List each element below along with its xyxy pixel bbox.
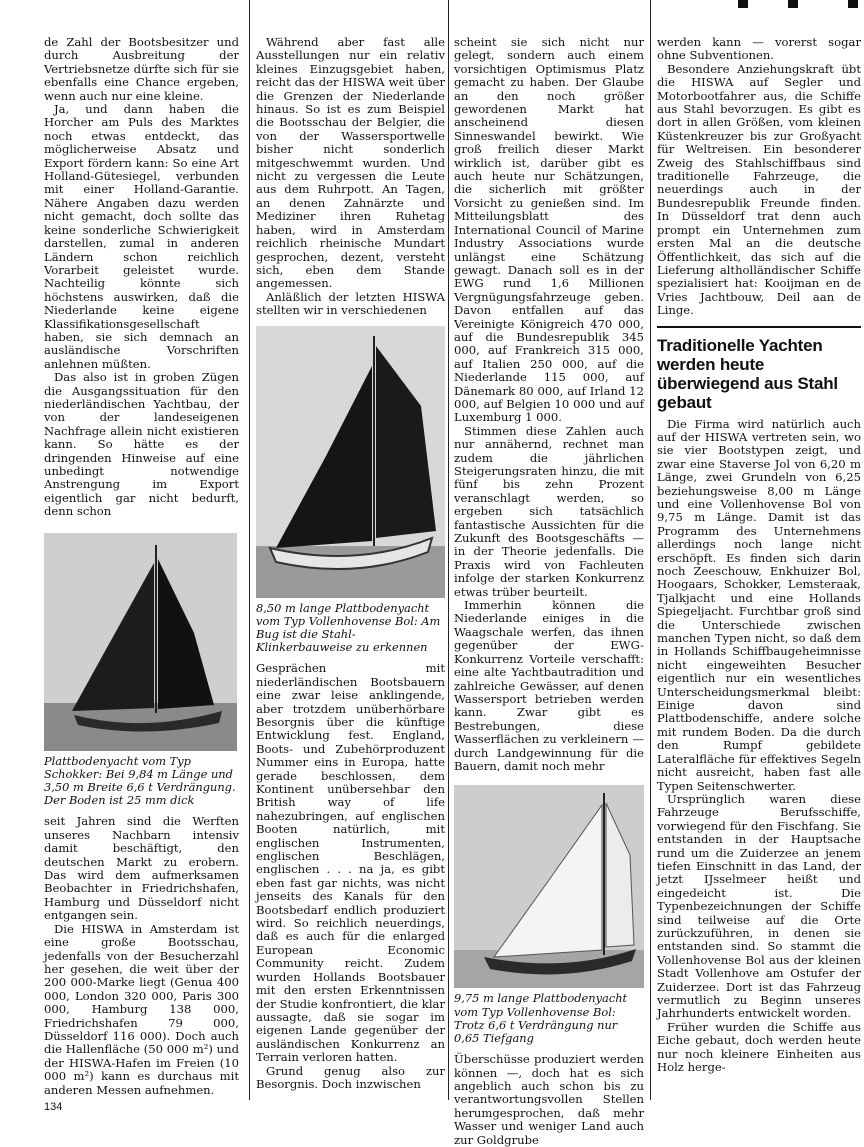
photo-caption: 9,75 m lange Plattbodenyacht vom Typ Vollenhovense Bol: Trotz 6,6 t Verdrängung nur 0,65 Tiefgang: [454, 991, 628, 1045]
page-number: 134: [44, 1101, 63, 1113]
corner-mark: [848, 0, 858, 8]
paragraph: Die HISWA in Amsterdam ist eine große Bootsschau, jedenfalls von der Besucherzahl her gesehen, die weit über der 200 000-Marke liegt (Genua 400 000, London 320 000, Paris 300 000, Hamburg 138 000, Friedrichshafen 79 000, Düsseldorf 116 000). Doch auch die Hallenfläche (50 000 m²) und der HISWA-Hafen im Freien (10 000 m²) kann es durchaus mit anderen Messen aufnehmen.: [44, 921, 239, 1097]
column-divider: [249, 0, 250, 1100]
paragraph: Gesprächen mit niederländischen Bootsbauern eine zwar leise anklingende, aber trotzdem unüberhörbare Besorgnis über die künftige Entwicklung fest. England, Boots- und Zubehörproduzent Nummer eins in Europa, hatte gerade beschlossen, dem Kontinent unübersehbar den British way of life nahezubringen, auf englischen Booten natürlich, mit englischen Instrumenten, englischen Beschlägen, englischen . . . na ja, es gibt eben fast gar nichts, was nicht jenseits des Kanals für den Bootsbedarf endlich produziert wird. So reichlich neuerdings, daß es auch für die enlarged European Economic Community reicht. Zudem wurden Hollands Bootsbauer mit den ersten Erkenntnissen der Studie konfrontiert, die klar aussagte, daß sie sogar im eigenen Lande gegenüber der ausländischen Konkurrenz an Terrain verloren hatten.: [256, 661, 445, 1065]
paragraph: Während aber fast alle Ausstellungen nur ein relativ kleines Einzugsgebiet haben, reicht das der HISWA weit über die Grenzen der Niederlande hinaus. So ist es zum Beispiel die Bootsschau der Belgier, die von der Wassersportwelle bisher nicht sonderlich mitgeschwemmt wurden. Und nicht zu vergessen die Leute aus dem Ruhrpott. An Tagen, an denen Zahnärzte und Mediziner ihren Ruhetag haben, wird in Amsterdam reichlich rheinische Mundart gesprochen, dezent, versteht sich, eben dem Stande angemessen.: [256, 35, 445, 291]
corner-mark: [788, 0, 798, 8]
paragraph: Grund genug also zur Besorgnis. Doch inzwischen: [256, 1063, 445, 1091]
column-1: [44, 36, 239, 1097]
paragraph: Die Firma wird natürlich auch auf der HISWA vertreten sein, wo sie vier Bootstypen zeigt, und zwar eine Staverse Jol von 6,20 m Länge, zwei Grundeln von 6,25 beziehungsweise 8,00 m Länge und eine Vollenhovense Bol von 9,75 m Länge. Damit ist das Programm des Unternehmens allerdings noch lange nicht erschöpft. Es finden sich darin noch Zeeschouw, Enkhuizer Bol, Hoogaars, Schokker, Lemsteraak, Tjalkjacht und eine Hollands Spiegeljacht. Furchtbar groß sind die Unterschiede zwischen manchen Typen nicht, so daß dem in Hollands Schiffbaugeheimnisse nicht eingeweihten Besucher eigentlich nur ein wesentliches Unterscheidungsmerkmal bleibt: Einige davon sind Plattbodenschiffe, andere solche mit rundem Boden. Da die durch den Rumpf gebildete Lateralfläche für effektives Segeln nicht ausreicht, haben fast alle Typen Seitenschwerter.: [657, 416, 861, 793]
section-headline: Traditionelle Yachten werden heute überwiegend aus Stahl gebaut: [657, 335, 838, 412]
column-2: [256, 36, 445, 1091]
paragraph: Ja, und dann haben die Horcher am Puls des Marktes noch etwas entdeckt, das möglicherweise Absatz und Export fördern kann: So eine Art Holland-Gütesiegel, verbunden mit einer Holland-Garantie. Nähere Angaben dazu werden nicht gemacht, doch sollte das keine sonderliche Schwierigkeit darstellen, zumal in anderen Ländern schon reichlich Vorarbeit geleistet wurde. Nachteilig könnte sich höchstens auswirken, daß die Niederlande keine eigene Klassifikationsgesellschaft haben, sie sich demnach an ausländische Vorschriften anlehnen müßten.: [44, 102, 239, 371]
paragraph: Immerhin können die Niederlande einiges in die Waagschale werfen, das ihnen gegenüber der EWG-Konkurrenz Vorteile verschafft: eine alte Yachtbautradition und zahlreiche Gewässer, auf denen Wassersport betrieben werden kann. Zwar gibt es Bestrebungen, diese Wasserflächen zu verkleinern — durch Landgewinnung für die Bauern, damit noch mehr: [454, 598, 644, 773]
paragraph: scheint sie sich nicht nur gelegt, sondern auch einem vorsichtigen Optimismus Platz gemacht zu haben. Der Glaube an den noch größer gewordenen Markt hat anscheinend diesen Sinneswandel bewirkt. Wie groß freilich dieser Markt wirklich ist, darüber gibt es auch heute nur Schätzungen, die sicherlich mit größter Vorsicht zu genießen sind. Im Mitteilungsblatt des International Council of Marine Industry Associations wurde unlängst eine Schätzung gewagt. Danach soll es in der EWG rund 1,6 Millionen Vergnügungsfahrzeuge geben. Davon entfallen auf das Vereinigte Königreich 470 000, auf die Bundesrepublik 345 000, auf Frankreich 315 000, auf Italien 250 000, auf die Niederlande 115 000, auf Dänemark 80 000, auf Irland 12 000, auf Belgien 10 000 und auf Luxemburg 1 000.: [454, 35, 644, 425]
paragraph: Früher wurden die Schiffe aus Eiche gebaut, doch werden heute nur noch kleinere Einheiten aus Holz herge-: [657, 1019, 861, 1075]
corner-mark: [738, 0, 748, 8]
column-divider: [448, 0, 449, 1100]
paragraph: Das also ist in groben Zügen die Ausgangssituation für den niederländischen Yachtbau, der von der landeseigenen Nachfrage allein nicht existieren kann. So hätte es der dringenden Hinweise auf eine unbedingt notwendige Anstrengung im Export eigentlich gar nicht bedurft, denn schon: [44, 370, 239, 519]
paragraph: Stimmen diese Zahlen auch nur annähernd, rechnet man zudem die jährlichen Steigerungsraten hinzu, die mit fünf bis zehn Prozent veranschlagt werden, so ergeben sich tatsächlich fantastische Aussichten für die Zukunft des Bootsgeschäfts — in der Theorie jedenfalls. Die Praxis wird von Fachleuten infolge der starken Konkurrenz etwas trüber beurteilt.: [454, 423, 644, 599]
headline-rule: [657, 326, 861, 328]
column-4: [657, 36, 861, 1074]
photo-schokker: [44, 533, 237, 751]
paragraph: Ursprünglich waren diese Fahrzeuge Berufsschiffe, vorwiegend für den Fischfang. Sie entstanden in der Hauptsache rund um die Zuiderzee an jenem tiefen Einschnitt in das Land, der jetzt IJsselmeer heißt und eingedeicht ist. Die Typenbezeichnungen der Schiffe sind teilweise auf die Orte zurückzuführen, in denen sie entstanden sind. So stammt die Vollenhovense Bol aus der kleinen Stadt Vollenhove am Ostufer der Zuiderzee. Dort ist das Fahrzeug vermutlich zu Beginn unseres Jahrhunderts entwickelt worden.: [657, 791, 861, 1021]
paragraph: werden kann — vorerst sogar ohne Subventionen.: [657, 35, 861, 63]
column-3: [454, 36, 644, 1147]
photo-caption: Plattbodenyacht vom Typ Schokker: Bei 9,84 m Länge und 3,50 m Breite 6,6 t Verdrängung. Der Boden ist 25 mm dick: [44, 753, 236, 808]
column-divider: [650, 0, 651, 1100]
photo-vollenhovense-bol-850: [256, 326, 445, 598]
paragraph: Überschüsse produziert werden können —, doch hat es sich angeblich auch schon bis zu verantwortungsvollen Stellen herumgesprochen, daß mehr Wasser und weniger Land auch zur Goldgrube: [454, 1052, 644, 1147]
paragraph: seit Jahren sind die Werften unseres Nachbarn intensiv damit beschäftigt, den deutschen Markt zu erobern. Das wird dem aufmerksamen Beobachter in Friedrichshafen, Hamburg und Düsseldorf nicht entgangen sein.: [44, 814, 239, 923]
paragraph: Besondere Anziehungskraft übt die HISWA auf Segler und Motorbootfahrer aus, die Schiffe aus Stahl bevorzugen. Es gibt es dort in allen Größen, vom kleinen Küstenkreuzer bis zur Großyacht für Weltreisen. Ein besonderer Zweig des Stahlschiffbaus sind traditionelle Fahrzeuge, die neuerdings auch in der Bundesrepublik Freunde finden. In Düsseldorf trat denn auch prompt ein Unternehmen zum ersten Mal an die deutsche Öffentlichkeit, das sich auf die Lieferung altholländischer Schiffe spezialisiert hat: Kooijman en de Vries Jachtbouw, Deil aan de Linge.: [657, 61, 861, 318]
paragraph: de Zahl der Bootsbesitzer und durch Ausbreitung der Vertriebsnetze dürfte sich für sie ebenfalls eine Chance ergeben, wenn auch nur eine kleine.: [44, 35, 239, 103]
paragraph: Anläßlich der letzten HISWA stellten wir in verschiedenen: [256, 289, 445, 318]
photo-vollenhovense-bol-975: [454, 785, 644, 988]
photo-caption: 8,50 m lange Plattbodenyacht vom Typ Vollenhovense Bol: Am Bug ist die Stahl-Klinkerbauweise zu erkennen: [256, 600, 441, 655]
